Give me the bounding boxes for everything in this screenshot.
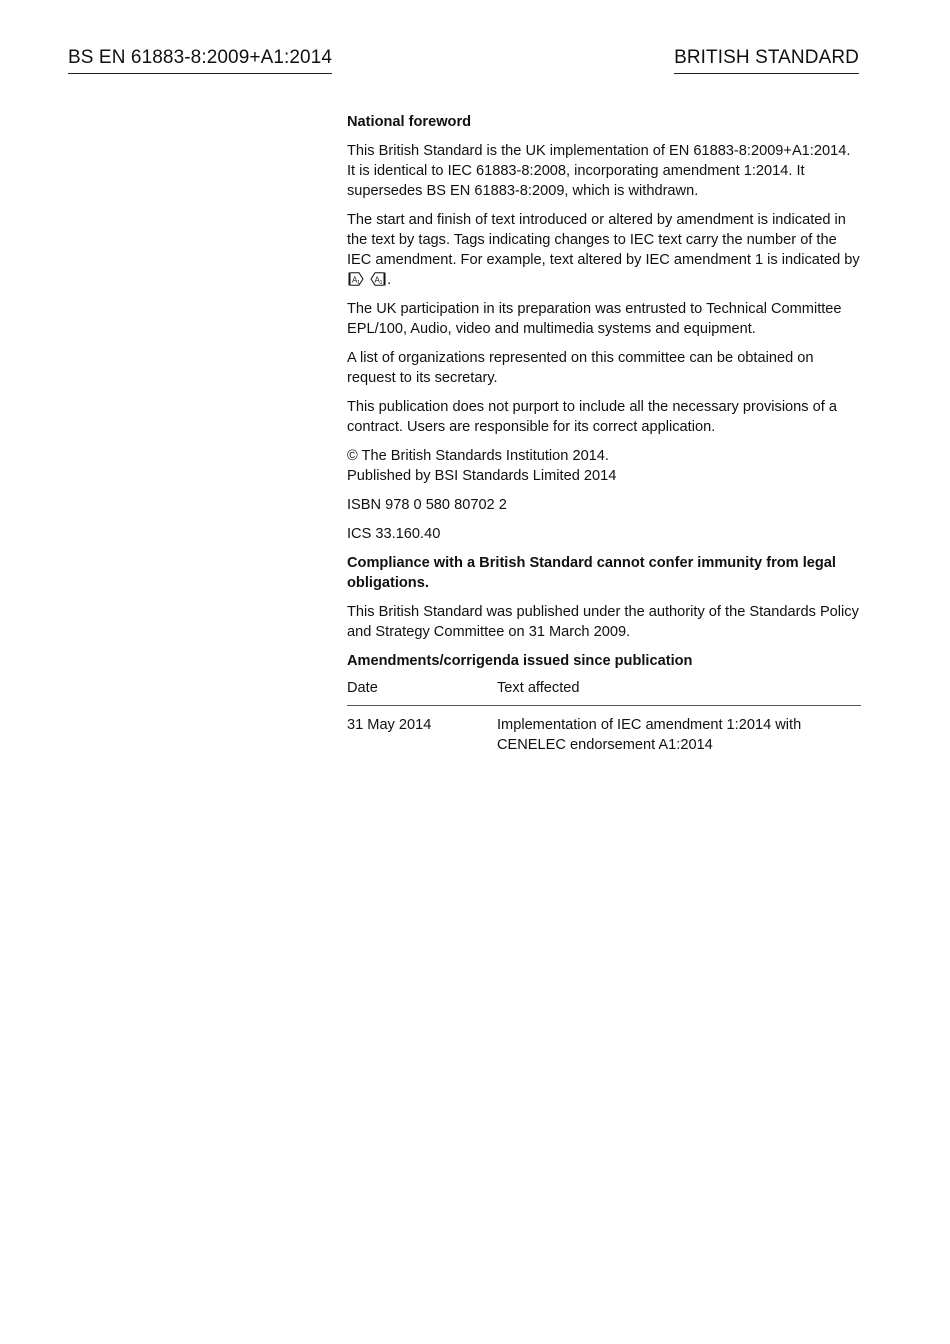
amendment-tags-text: The start and finish of text introduced or altered by amendment is indicated in the text by tags. Tags indicating changes to IEC text carry the number of the IEC amendment. For example, text altered by IEC amendment 1 is indicated by bbox=[347, 212, 860, 268]
amendment-tags-suffix: . bbox=[387, 272, 392, 288]
svg-text:1: 1 bbox=[357, 280, 361, 286]
amendments-table bbox=[347, 678, 861, 755]
publisher-line: Published by BSI Standards Limited 2014 bbox=[347, 468, 617, 484]
compliance-statement: Compliance with a British Standard cannot confer immunity from legal obligations. bbox=[347, 555, 836, 591]
document-type-label: BRITISH STANDARD bbox=[674, 46, 859, 74]
provisions-paragraph: This publication does not purport to include all the necessary provisions of a contract. Users are responsible for its correct application. bbox=[347, 399, 837, 435]
svg-text:A: A bbox=[352, 275, 358, 285]
amendments-title: Amendments/corrigenda issued since publication bbox=[347, 653, 693, 669]
table-header-row bbox=[347, 678, 861, 706]
copyright-block bbox=[347, 446, 861, 486]
ics-line: ICS 33.160.40 bbox=[347, 526, 441, 542]
organizations-paragraph: A list of organizations represented on this committee can be obtained on request to its secretary. bbox=[347, 350, 814, 386]
svg-text:A: A bbox=[374, 275, 380, 285]
table-row bbox=[347, 706, 861, 756]
implementation-paragraph: This British Standard is the UK implementation of EN 61883-8:2009+A1:2014. It is identical to IEC 61883-8:2008, incorporating amendment 1:2014. It supersedes BS EN 61883-8:2009, which is withdrawn. bbox=[347, 143, 851, 199]
amendment-text-cell: Implementation of IEC amendment 1:2014 with CENELEC endorsement A1:2014 bbox=[497, 717, 802, 753]
section-title: National foreword bbox=[347, 114, 472, 130]
committee-paragraph: The UK participation in its preparation was entrusted to Technical Committee EPL/100, Audio, video and multimedia systems and equipment. bbox=[347, 301, 842, 337]
document-designation: BS EN 61883-8:2009+A1:2014 bbox=[68, 46, 332, 74]
column-header-text-affected: Text affected bbox=[497, 678, 861, 706]
copyright-line: © The British Standards Institution 2014. bbox=[347, 448, 609, 464]
amendment-end-tag-icon bbox=[370, 272, 386, 286]
amendment-tags-paragraph bbox=[347, 210, 861, 290]
amendment-date-cell: 31 May 2014 bbox=[347, 717, 432, 733]
isbn-line: ISBN 978 0 580 80702 2 bbox=[347, 497, 507, 513]
authority-paragraph: This British Standard was published under the authority of the Standards Policy and Strategy Committee on 31 March 2009. bbox=[347, 604, 859, 640]
amendment-start-tag-icon bbox=[348, 272, 364, 286]
national-foreword-section bbox=[347, 112, 861, 755]
svg-text:1: 1 bbox=[379, 280, 383, 286]
column-header-date: Date bbox=[347, 678, 497, 706]
